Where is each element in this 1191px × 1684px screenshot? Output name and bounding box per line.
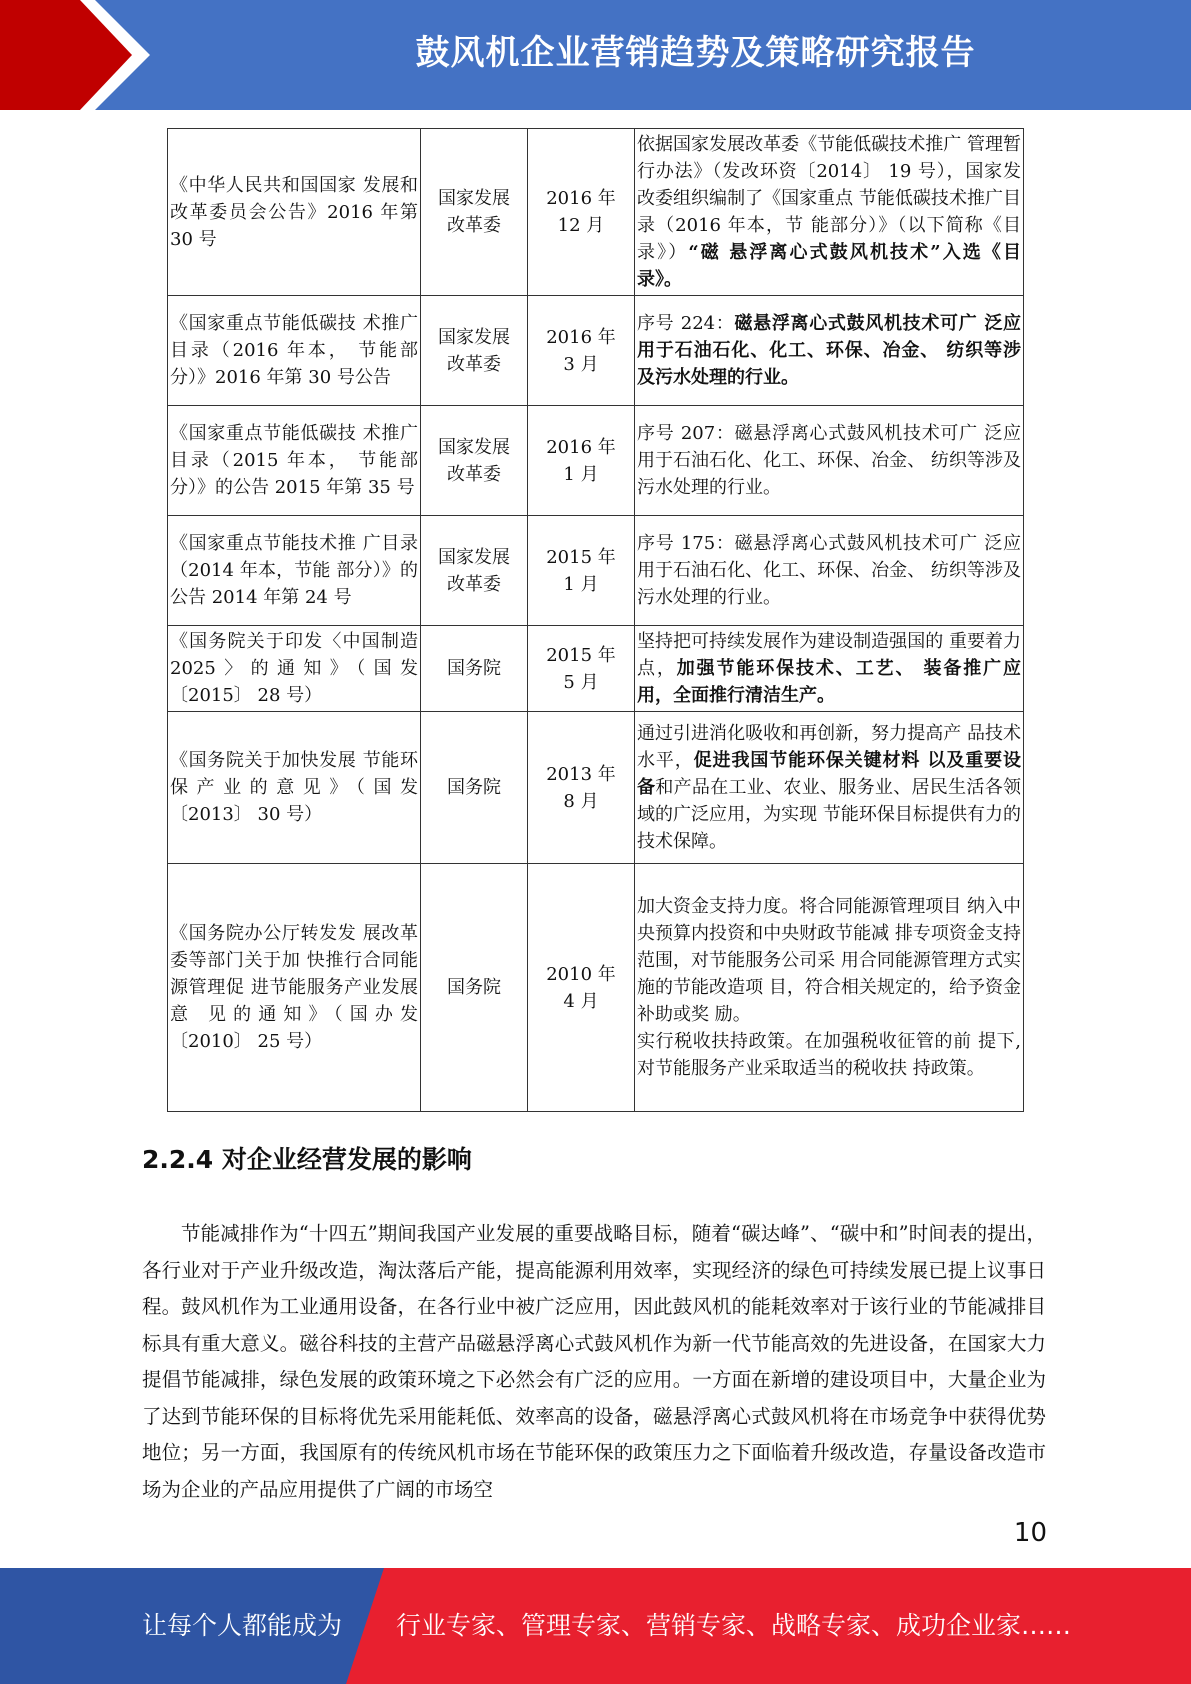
highlighted-text: “磁 悬浮离心式鼓风机技术”入选《目录》。: [637, 242, 1021, 290]
page-footer: [0, 1568, 1191, 1684]
content-text: 加大资金支持力度。将合同能源管理项目 纳入中央预算内投资和中央财政节能减 排专项资金支持范围，对节能服务公司采 用合同能源管理方式实施的节能改造项 目，符合相关规定的，给予资金补助或奖 励。: [637, 896, 1021, 1025]
issuing-authority-cell: [421, 712, 528, 864]
policy-content-cell: [635, 129, 1024, 296]
content-text: 通过引进消化吸收和再创新，努力提高产 品技术水平，: [637, 723, 1021, 771]
issue-month: 4 月: [563, 990, 599, 1012]
issue-year: 2015 年: [546, 644, 616, 666]
issue-year: 2010 年: [546, 963, 616, 985]
issue-year: 2015 年: [546, 546, 616, 568]
issue-month: 8 月: [563, 790, 599, 812]
content-text: 实行税收扶持政策。在加强税收征管的前 提下,对节能服务产业采取适当的税收扶 持政策。: [637, 1031, 1021, 1079]
table-row: [168, 129, 1024, 296]
issue-date-cell: [528, 129, 635, 296]
issuing-authority: 国家发展改革委: [438, 546, 510, 595]
policy-content-cell: [635, 864, 1024, 1112]
policy-name-cell: 《国务院办公厅转发发 展改革委等部门关于加 快推行合同能源管理促 进节能服务产业发展意 见的通知》（国办发〔2010〕 25 号）: [168, 864, 421, 1112]
issue-date-cell: [528, 296, 635, 406]
issue-month: 1 月: [563, 573, 599, 595]
issuing-authority-cell: [421, 626, 528, 712]
table-row: [168, 516, 1024, 626]
policy-name-cell: 《国务院关于印发〈中国制造 2025〉的通知》（国发〔2015〕 28 号）: [168, 626, 421, 712]
policy-content-cell: [635, 712, 1024, 864]
issuing-authority: 国家发展改革委: [438, 326, 510, 375]
issuing-authority: 国家发展改革委: [438, 436, 510, 485]
highlighted-text: 促进我国节能环保关键材料 以及重要设备: [637, 750, 1022, 798]
issuing-authority-cell: [421, 516, 528, 626]
header-arrow-decoration: [0, 0, 150, 110]
issue-month: 12 月: [557, 215, 605, 236]
policy-name-cell: 《国家重点节能低碳技 术推广目录（2015 年本， 节能部分）》的公告 2015 年第 35 号: [168, 406, 421, 516]
issue-date-cell: [528, 626, 635, 712]
content-text: 坚持把可持续发展作为建设制造强国的 重要着力点，: [637, 631, 1021, 679]
policy-name-cell: 《国务院关于加快发展 节能环保产业的意见》（国发〔2013〕 30 号）: [168, 712, 421, 864]
issue-year: 2016 年: [546, 188, 616, 209]
content-text: 序号 207：磁悬浮离心式鼓风机技术可广 泛应用于石油石化、化工、环保、冶金、 纺织等涉及污水处理的行业。: [637, 423, 1021, 498]
section-paragraph: 节能减排作为“十四五”期间我国产业发展的重要战略目标，随着“碳达峰”、“碳中和”时间表的提出，各行业对于产业升级改造，淘汰落后产能，提高能源利用效率，实现经济的绿色可持续发展已提上议事日程。鼓风机作为工业通用设备，在各行业中被广泛应用，因此鼓风机的能耗效率对于该行业的节能减排目标具有重大意义。磁谷科技的主营产品磁悬浮离心式鼓风机作为新一代节能高效的先进设备，在国家大力提倡节能减排，绿色发展的政策环境之下必然会有广泛的应用。一方面在新增的建设项目中，大量企业为了达到节能环保的目标将优先采用能耗低、效率高的设备，磁悬浮离心式鼓风机将在市场竞争中获得优势地位；另一方面，我国原有的传统风机市场在节能环保的政策压力之下面临着升级改造，存量设备改造市场为企业的产品应用提供了广阔的市场空: [142, 1222, 1046, 1501]
table-row: [168, 864, 1024, 1112]
issue-month: 1 月: [563, 463, 599, 485]
issue-date-cell: [528, 864, 635, 1112]
table-row: [168, 712, 1024, 864]
issuing-authority-cell: [421, 129, 528, 296]
issue-year: 2016 年: [546, 326, 616, 348]
section-heading: 2.2.4 对企业经营发展的影响: [142, 1145, 472, 1174]
table-row: [168, 626, 1024, 712]
content-text: 序号 224：: [637, 313, 735, 334]
content-text: 依据国家发展改革委《节能低碳技术推广 管理暂行办法》（发改环资〔2014〕 19 号），国家发改委组织编制了《国家重点 节能低碳技术推广目录（2016 年本，节 能部分）》（以下简称《目录》）: [637, 134, 1021, 263]
issue-month: 5 月: [563, 671, 599, 693]
issue-date-cell: [528, 406, 635, 516]
issuing-authority: 国务院: [447, 777, 501, 798]
issuing-authority: 国务院: [447, 658, 501, 679]
policy-name-cell: 《国家重点节能技术推 广目录（2014 年本，节能 部分）》的公告 2014 年第 24 号: [168, 516, 421, 626]
policy-name-cell: 《国家重点节能低碳技 术推广目录（2016 年本， 节能部分）》2016 年第 30 号公告: [168, 296, 421, 406]
footer-slogan-left: 让每个人都能成为: [142, 1611, 343, 1640]
policy-content-cell: [635, 406, 1024, 516]
issuing-authority: 国务院: [447, 977, 501, 998]
table-row: [168, 406, 1024, 516]
issuing-authority-cell: [421, 296, 528, 406]
policy-content-cell: [635, 516, 1024, 626]
policy-content-cell: [635, 296, 1024, 406]
issue-month: 3 月: [563, 353, 599, 375]
content-text: 和产品在工业、农业、服务业、居民生活各领域的广泛应用，为实现 节能环保目标提供有力的技术保障。: [637, 777, 1022, 852]
policy-content-cell: [635, 626, 1024, 712]
issuing-authority-cell: [421, 406, 528, 516]
highlighted-text: 加强节能环保技术、工艺、 装备推广应用，全面推行清洁生产。: [637, 658, 1022, 706]
highlighted-text: 磁悬浮离心式鼓风机技术可广 泛应用于石油石化、化工、环保、冶金、 纺织等涉及污水处理的行业。: [637, 313, 1022, 388]
table-row: [168, 296, 1024, 406]
policy-name-cell: 《中华人民共和国国家 发展和改革委员会公告》2016 年第 30 号: [168, 129, 421, 296]
issue-year: 2013 年: [546, 763, 616, 785]
report-title: 鼓风机企业营销趋势及策略研究报告: [415, 33, 976, 73]
content-text: 序号 175：磁悬浮离心式鼓风机技术可广 泛应用于石油石化、化工、环保、冶金、 纺织等涉及污水处理的行业。: [637, 533, 1021, 608]
issuing-authority-cell: [421, 864, 528, 1112]
policy-table: [167, 128, 1024, 1112]
issuing-authority: 国家发展改革委: [438, 188, 510, 236]
issue-date-cell: [528, 712, 635, 864]
page-header: [0, 0, 1191, 110]
issue-date-cell: [528, 516, 635, 626]
page-number: 10: [1013, 1518, 1047, 1548]
footer-slogan-right: 行业专家、管理专家、营销专家、战略专家、成功企业家……: [396, 1611, 1072, 1640]
issue-year: 2016 年: [546, 436, 616, 458]
